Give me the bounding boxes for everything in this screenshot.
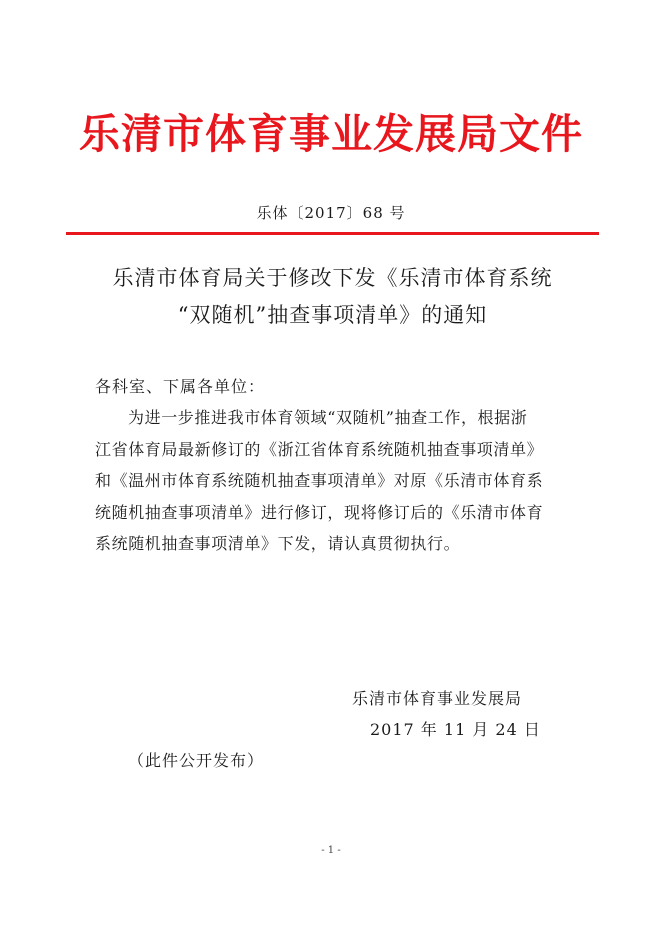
- body-line-5: 系统随机抽查事项清单》下发，请认真贯彻执行。: [95, 534, 461, 553]
- subject-line-2: “双随机”抽查事项清单》的通知: [177, 303, 488, 327]
- body-line-2: 江省体育局最新修订的《浙江省体育系统随机抽查事项清单》: [95, 439, 544, 459]
- header-red-divider: [66, 232, 599, 235]
- document-number: 乐体〔2017〕68 号: [256, 204, 406, 222]
- public-release-note: （此件公开发布）: [128, 751, 265, 770]
- body-line-4: 统随机抽查事项清单》进行修订，现将修订后的《乐清市体育: [95, 502, 544, 522]
- body-line-3: 和《温州市体育系统随机抽查事项清单》对原《乐清市体育系: [95, 471, 544, 490]
- page-number: - 1 -: [321, 845, 341, 856]
- document-subject: [60, 260, 605, 334]
- body-line-1: 为进一步推进我市体育领域“双随机”抽查工作，根据浙: [128, 408, 528, 427]
- document-header-title: 乐清市体育事业发展局文件: [79, 110, 583, 158]
- signature-issuer: 乐清市体育事业发展局: [352, 689, 523, 708]
- body-paragraph: [95, 402, 585, 560]
- salutation: 各科室、下属各单位：: [95, 377, 266, 396]
- signature-date: 2017 年 11 月 24 日: [370, 720, 541, 739]
- subject-line-1: 乐清市体育局关于修改下发《乐清市体育系统: [112, 266, 553, 290]
